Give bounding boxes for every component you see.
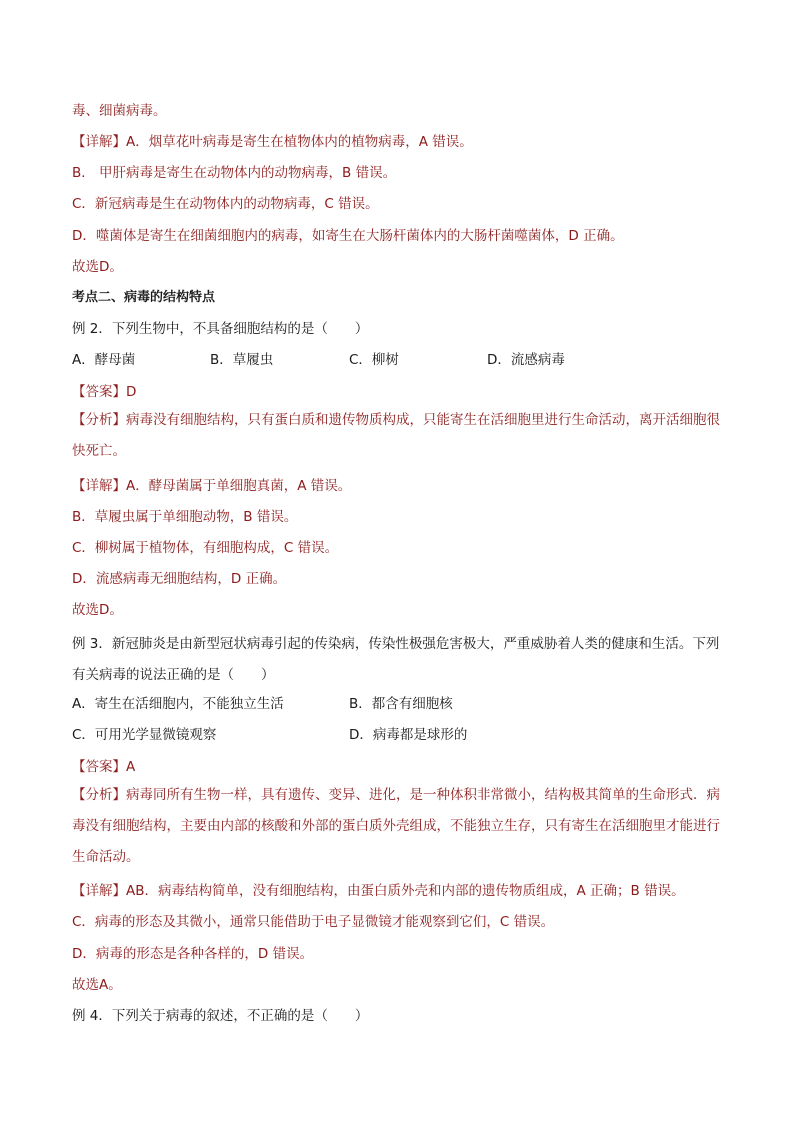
choice-line: 故选D。	[72, 259, 123, 275]
text-line: D．病毒的形态是各种各样的，D 错误。	[72, 946, 314, 962]
text-line: C．病毒的形态及其微小，通常只能借助于电子显微镜才能观察到它们，C 错误。	[72, 914, 555, 930]
text-line: 毒、细菌病毒。	[72, 103, 167, 119]
choice-line: 故选D。	[72, 602, 123, 618]
analysis-text: 病毒同所有生物一样，具有遗传、变异、进化，是一种体积非常微小，结构极其简单的生命形式．病毒没有细胞结构，主要由内部的核酸和外部的蛋白质外壳组成，不能独立生存，只有寄生在活细胞里才能进行生命活动。	[72, 787, 720, 865]
question-stem: 例 2．下列生物中，不具备细胞结构的是（ ）	[72, 321, 369, 337]
option-a: A．酵母菌	[72, 352, 136, 368]
analysis-tag: 【分析】	[72, 412, 126, 428]
detail-text: AB．病毒结构简单，没有细胞结构，由蛋白质外壳和内部的遗传物质组成，A 正确；B 错误。	[126, 883, 685, 899]
detail-paragraph	[72, 881, 685, 901]
text-line: C．柳树属于植物体，有细胞构成，C 错误。	[72, 540, 339, 556]
option-a: A．寄生在活细胞内，不能独立生活	[72, 696, 284, 712]
question-stem: 例 3．新冠肺炎是由新型冠状病毒引起的传染病，传染性极强危害极大，严重威胁着人类的健康和生活。下列有关病毒的说法正确的是（ ）	[72, 636, 720, 683]
detail-text: A．烟草花叶病毒是寄生在植物体内的植物病毒，A 错误。	[126, 134, 473, 150]
answer-tag: 【答案】	[72, 759, 126, 775]
text-line: D．流感病毒无细胞结构，D 正确。	[72, 571, 287, 587]
text-line: B．草履虫属于单细胞动物，B 错误。	[72, 509, 298, 525]
option-b: B．都含有细胞核	[349, 696, 453, 712]
detail-tag: 【详解】	[72, 478, 126, 494]
text-line: C．新冠病毒是生在动物体内的动物病毒，C 错误。	[72, 196, 379, 212]
analysis-tag: 【分析】	[72, 787, 126, 803]
analysis-text: 病毒没有细胞结构，只有蛋白质和遗传物质构成，只能寄生在活细胞里进行生命活动，离开活细胞很快死亡。	[72, 412, 720, 459]
analysis-paragraph	[72, 780, 724, 873]
section-heading: 考点二、病毒的结构特点	[72, 290, 216, 305]
question-stem: 例 4．下列关于病毒的叙述，不正确的是（ ）	[72, 1008, 369, 1024]
answer-value: A	[126, 759, 136, 775]
answer-line	[72, 757, 135, 777]
answer-value: D	[126, 384, 137, 400]
text-line: B． 甲肝病毒是寄生在动物体内的动物病毒，B 错误。	[72, 165, 397, 181]
detail-text: A．酵母菌属于单细胞真菌，A 错误。	[126, 478, 352, 494]
option-c: C．柳树	[349, 352, 399, 368]
detail-paragraph	[72, 476, 351, 496]
option-d: D．病毒都是球形的	[349, 727, 468, 743]
option-b: B．草履虫	[210, 352, 274, 368]
answer-line	[72, 382, 136, 402]
text-line: D．噬菌体是寄生在细菌细胞内的病毒，如寄生在大肠杆菌体内的大肠杆菌噬菌体，D 正确。	[72, 228, 624, 244]
option-d: D．流感病毒	[487, 352, 565, 368]
detail-paragraph	[72, 132, 473, 152]
analysis-paragraph	[72, 405, 724, 467]
detail-tag: 【详解】	[72, 134, 126, 150]
answer-tag: 【答案】	[72, 384, 126, 400]
choice-line: 故选A。	[72, 977, 122, 993]
detail-tag: 【详解】	[72, 883, 126, 899]
option-c: C．可用光学显微镜观察	[72, 727, 217, 743]
